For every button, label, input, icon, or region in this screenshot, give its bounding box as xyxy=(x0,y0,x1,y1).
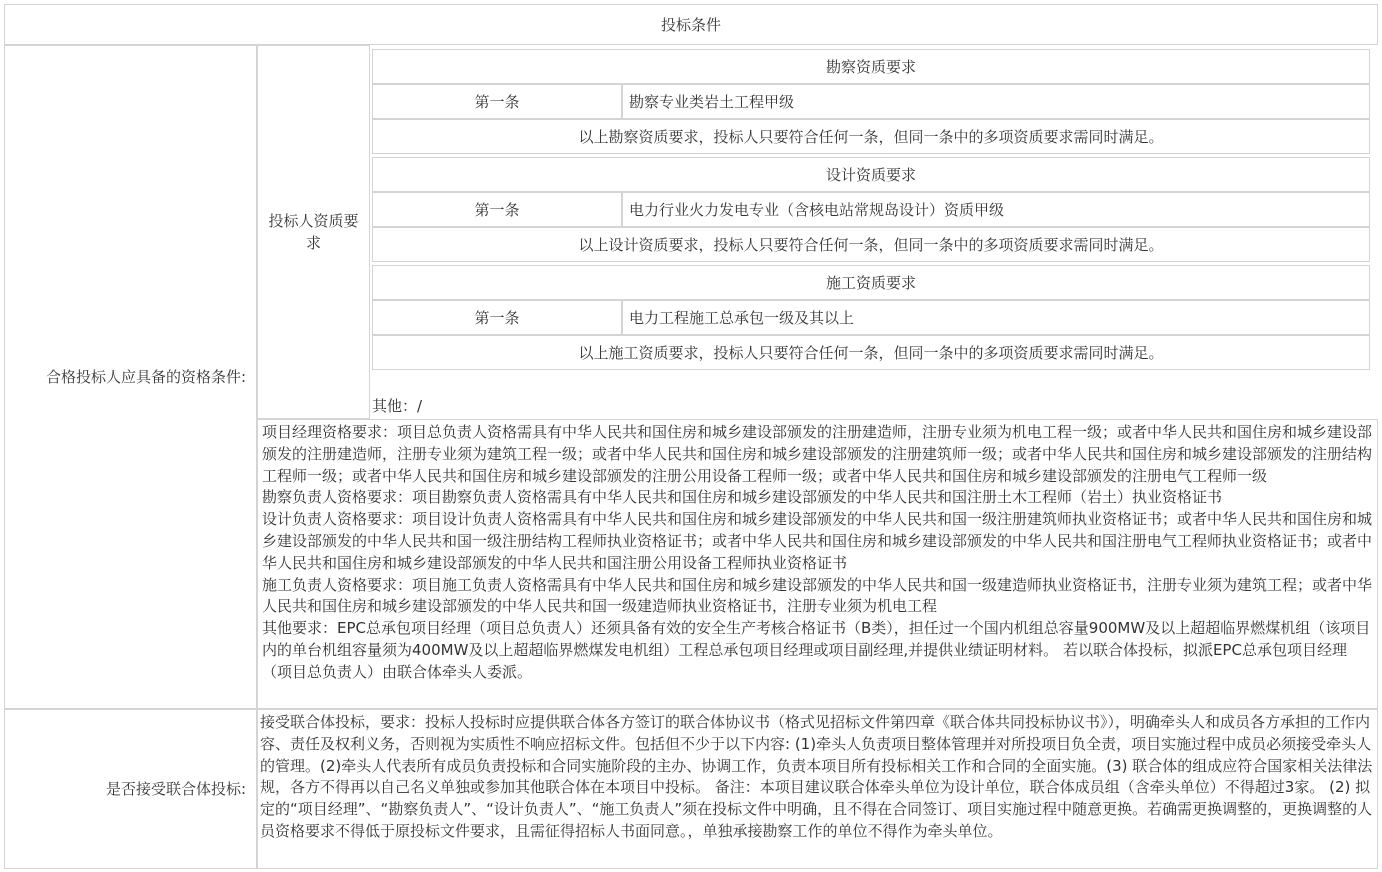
section-note-design: 以上设计资质要求，投标人只要符合任何一条，但同一条中的多项资质要求需同时满足。 xyxy=(372,227,1370,262)
bidder-qualification-label xyxy=(257,45,370,419)
section-title-construction: 施工资质要求 xyxy=(372,265,1370,300)
page-title: 投标条件 xyxy=(660,15,721,34)
consortium-row-label xyxy=(4,709,257,869)
section-item-label-design: 第一条 xyxy=(372,192,622,227)
other-note: 其他：/ xyxy=(372,396,423,415)
survey-lead-requirement-text: 勘察负责人资格要求：项目勘察负责人资格需具有中华人民共和国住房和城乡建设部颁发的中华人民共和国注册土木工程师（岩土）执业资格证书 xyxy=(262,488,1223,507)
section-note-survey: 以上勘察资质要求，投标人只要符合任何一条，但同一条中的多项资质要求需同时满足。 xyxy=(372,119,1370,154)
section-item-value-survey: 勘察专业类岩土工程甲级 xyxy=(622,84,1370,119)
consortium-label-text: 是否接受联合体投标: xyxy=(105,780,246,798)
section-item-value-construction: 电力工程施工总承包一级及其以上 xyxy=(622,300,1370,335)
consortium-text-cell xyxy=(257,709,1378,869)
construction-lead-requirement-text: 施工负责人资格要求：项目施工负责人资格需具有中华人民共和国住房和城乡建设部颁发的中华人民共和国一级建造师执业资格证书，注册专业须为建筑工程；或者中华人民共和国住房和城乡建设部颁发的中华人民共和国一级建造师执业资格证书，注册专业须为机电工程 xyxy=(262,575,1373,616)
other-requirement-text: 其他要求：EPC总承包项目经理（项目总负责人）还须具备有效的安全生产考核合格证书（B类），担任过一个国内机组总容量900MW及以上超超临界燃煤机组（该项目内的单台机组容量须为400MW及以上超超临界燃煤发电机组）工程总承包项目经理或项目副经理,并提供业绩证明材料。 若以联合体投标，拟派EPC总承包项目经理（项目总负责人）由联合体牵头人委派。 xyxy=(262,619,1371,681)
section-title-survey: 勘察资质要求 xyxy=(372,49,1370,84)
section-item-value-design: 电力行业火力发电专业（含核电站常规岛设计）资质甲级 xyxy=(622,192,1370,227)
pm-requirement-text: 项目经理资格要求：项目总负责人资格需具有中华人民共和国住房和城乡建设部颁发的注册建造师，注册专业须为机电工程一级；或者中华人民共和国住房和城乡建设部颁发的注册建造师，注册专业须为建筑工程一级；或者中华人民共和国住房和城乡建设部颁发的注册建筑师一级；或者中华人民共和国住房和城乡建设部颁发的注册结构工程师一级；或者中华人民共和国住房和城乡建设部颁发的注册公用设备工程师一级；或者中华人民共和国住房和城乡建设部颁发的注册电气工程师一级 xyxy=(262,423,1373,485)
qualification-row-label xyxy=(4,45,257,709)
section-item-label-construction: 第一条 xyxy=(372,300,622,335)
section-title-design: 设计资质要求 xyxy=(372,157,1370,192)
section-note-construction: 以上施工资质要求，投标人只要符合任何一条，但同一条中的多项资质要求需同时满足。 xyxy=(372,335,1370,370)
design-lead-requirement-text: 设计负责人资格要求：项目设计负责人资格需具有中华人民共和国住房和城乡建设部颁发的中华人民共和国一级注册建筑师执业资格证书；或者中华人民共和国住房和城乡建设部颁发的中华人民共和国一级注册结构工程师执业资格证书；或者中华人民共和国住房和城乡建设部颁发的中华人民共和国注册电气工程师执业资格证书；或者中华人民共和国住房和城乡建设部颁发的中华人民共和国注册公用设备工程师执业资格证书 xyxy=(262,510,1373,572)
personnel-requirements-cell xyxy=(257,419,1378,709)
bidder-qualification-text: 投标人资质要求 xyxy=(268,212,359,252)
consortium-text: 接受联合体投标，要求：投标人投标时应提供联合体各方签订的联合体协议书（格式见招标文件第四章《联合体共同投标协议书》），明确牵头人和成员各方承担的工作内容、责任及权利义务，否则视为实质性不响应招标文件。包括但不少于以下内容: (1)牵头人负责项目整体管理并对所投项目负全责，项目实施过程中成员必须接受牵头人的管理。(2)牵头人代表所有成员负责投标和合同实施阶段的主办、协调工作，负责本项目所有投标相关工作和合同的全面实施。(3) 联合体的组成应符合国家相关法律法规，各方不得再以自己名义单独或参加其他联合体在本项目中投标。 备注：本项目建议联合体牵头单位为设计单位，联合体成员组（含牵头单位）不得超过3家。 (2) 拟定的“项目经理”、“勘察负责人”、“设计负责人”、“施工负责人”须在投标文件中明确，且不得在合同签订、项目实施过程中随意更换。若确需更换调整的，更换调整的人员资格要求不得低于原投标文件要求，且需征得招标人书面同意。，单独承接勘察工作的单位不得作为牵头单位。 xyxy=(260,713,1373,840)
section-item-label-survey: 第一条 xyxy=(372,84,622,119)
qualification-label-text: 合格投标人应具备的资格条件: xyxy=(45,368,246,386)
header-cell xyxy=(4,4,1378,45)
